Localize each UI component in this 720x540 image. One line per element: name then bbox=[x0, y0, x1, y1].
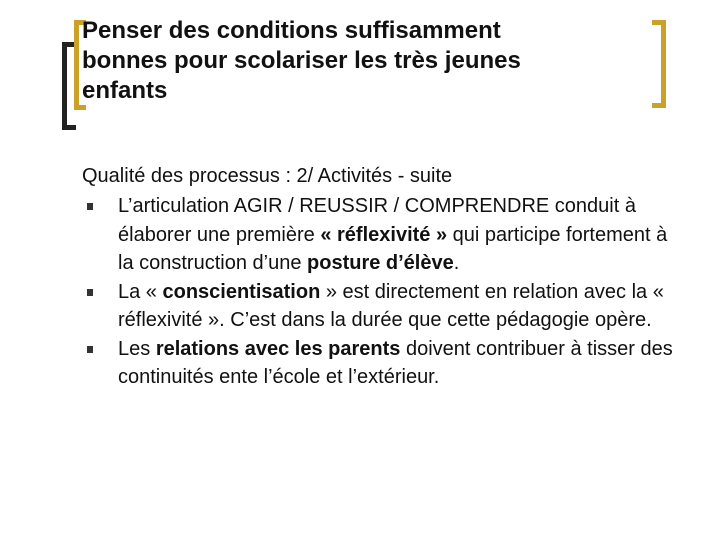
bullet-item-parents bbox=[82, 335, 682, 392]
bullet-2-text-a: La « bbox=[118, 280, 163, 303]
bullet-1-text-a: L’articulation AGIR / REUSSIR / COMPRENDRE conduit à élaborer une première bbox=[118, 195, 636, 246]
bullet-3-emphasis-relations: relations avec les parents bbox=[155, 337, 401, 360]
square-bullet-icon bbox=[87, 346, 93, 353]
bullet-3-text-c: doivent contribuer à tisser des continuités ente l’école et l’extérieur. bbox=[118, 337, 673, 388]
square-bullet-icon bbox=[87, 203, 93, 210]
bullet-1-emphasis-reflexivite: « réflexivité » bbox=[320, 223, 448, 246]
right-gold-bracket-decoration bbox=[652, 20, 666, 108]
bullet-1-emphasis-posture: posture d’élève bbox=[307, 252, 454, 274]
square-bullet-icon bbox=[87, 289, 93, 296]
section-subtitle: Qualité des processus : 2/ Activités - suite bbox=[82, 165, 453, 187]
slide-title-line-2: bonnes pour scolariser les très jeunes bbox=[82, 47, 521, 74]
slide-title-line-3: enfants bbox=[82, 77, 168, 104]
bullet-item-articulation bbox=[82, 192, 682, 278]
slide-title bbox=[82, 16, 642, 106]
bullet-1-text-c: qui participe fortement à la construction d’une bbox=[118, 223, 668, 274]
bullet-2-emphasis-conscientisation: conscientisation bbox=[162, 280, 321, 303]
bullet-3-text-a: Les bbox=[118, 337, 156, 360]
bullet-2-text-c: » est directement en relation avec la « réflexivité ». C’est dans la durée que cette pédagogie opère. bbox=[118, 280, 664, 331]
bullet-1-text-e: . bbox=[453, 252, 460, 274]
slide-title-line-1: Penser des conditions suffisamment bbox=[82, 17, 501, 44]
bullet-list bbox=[82, 192, 682, 392]
bullet-item-conscientisation bbox=[82, 278, 682, 335]
